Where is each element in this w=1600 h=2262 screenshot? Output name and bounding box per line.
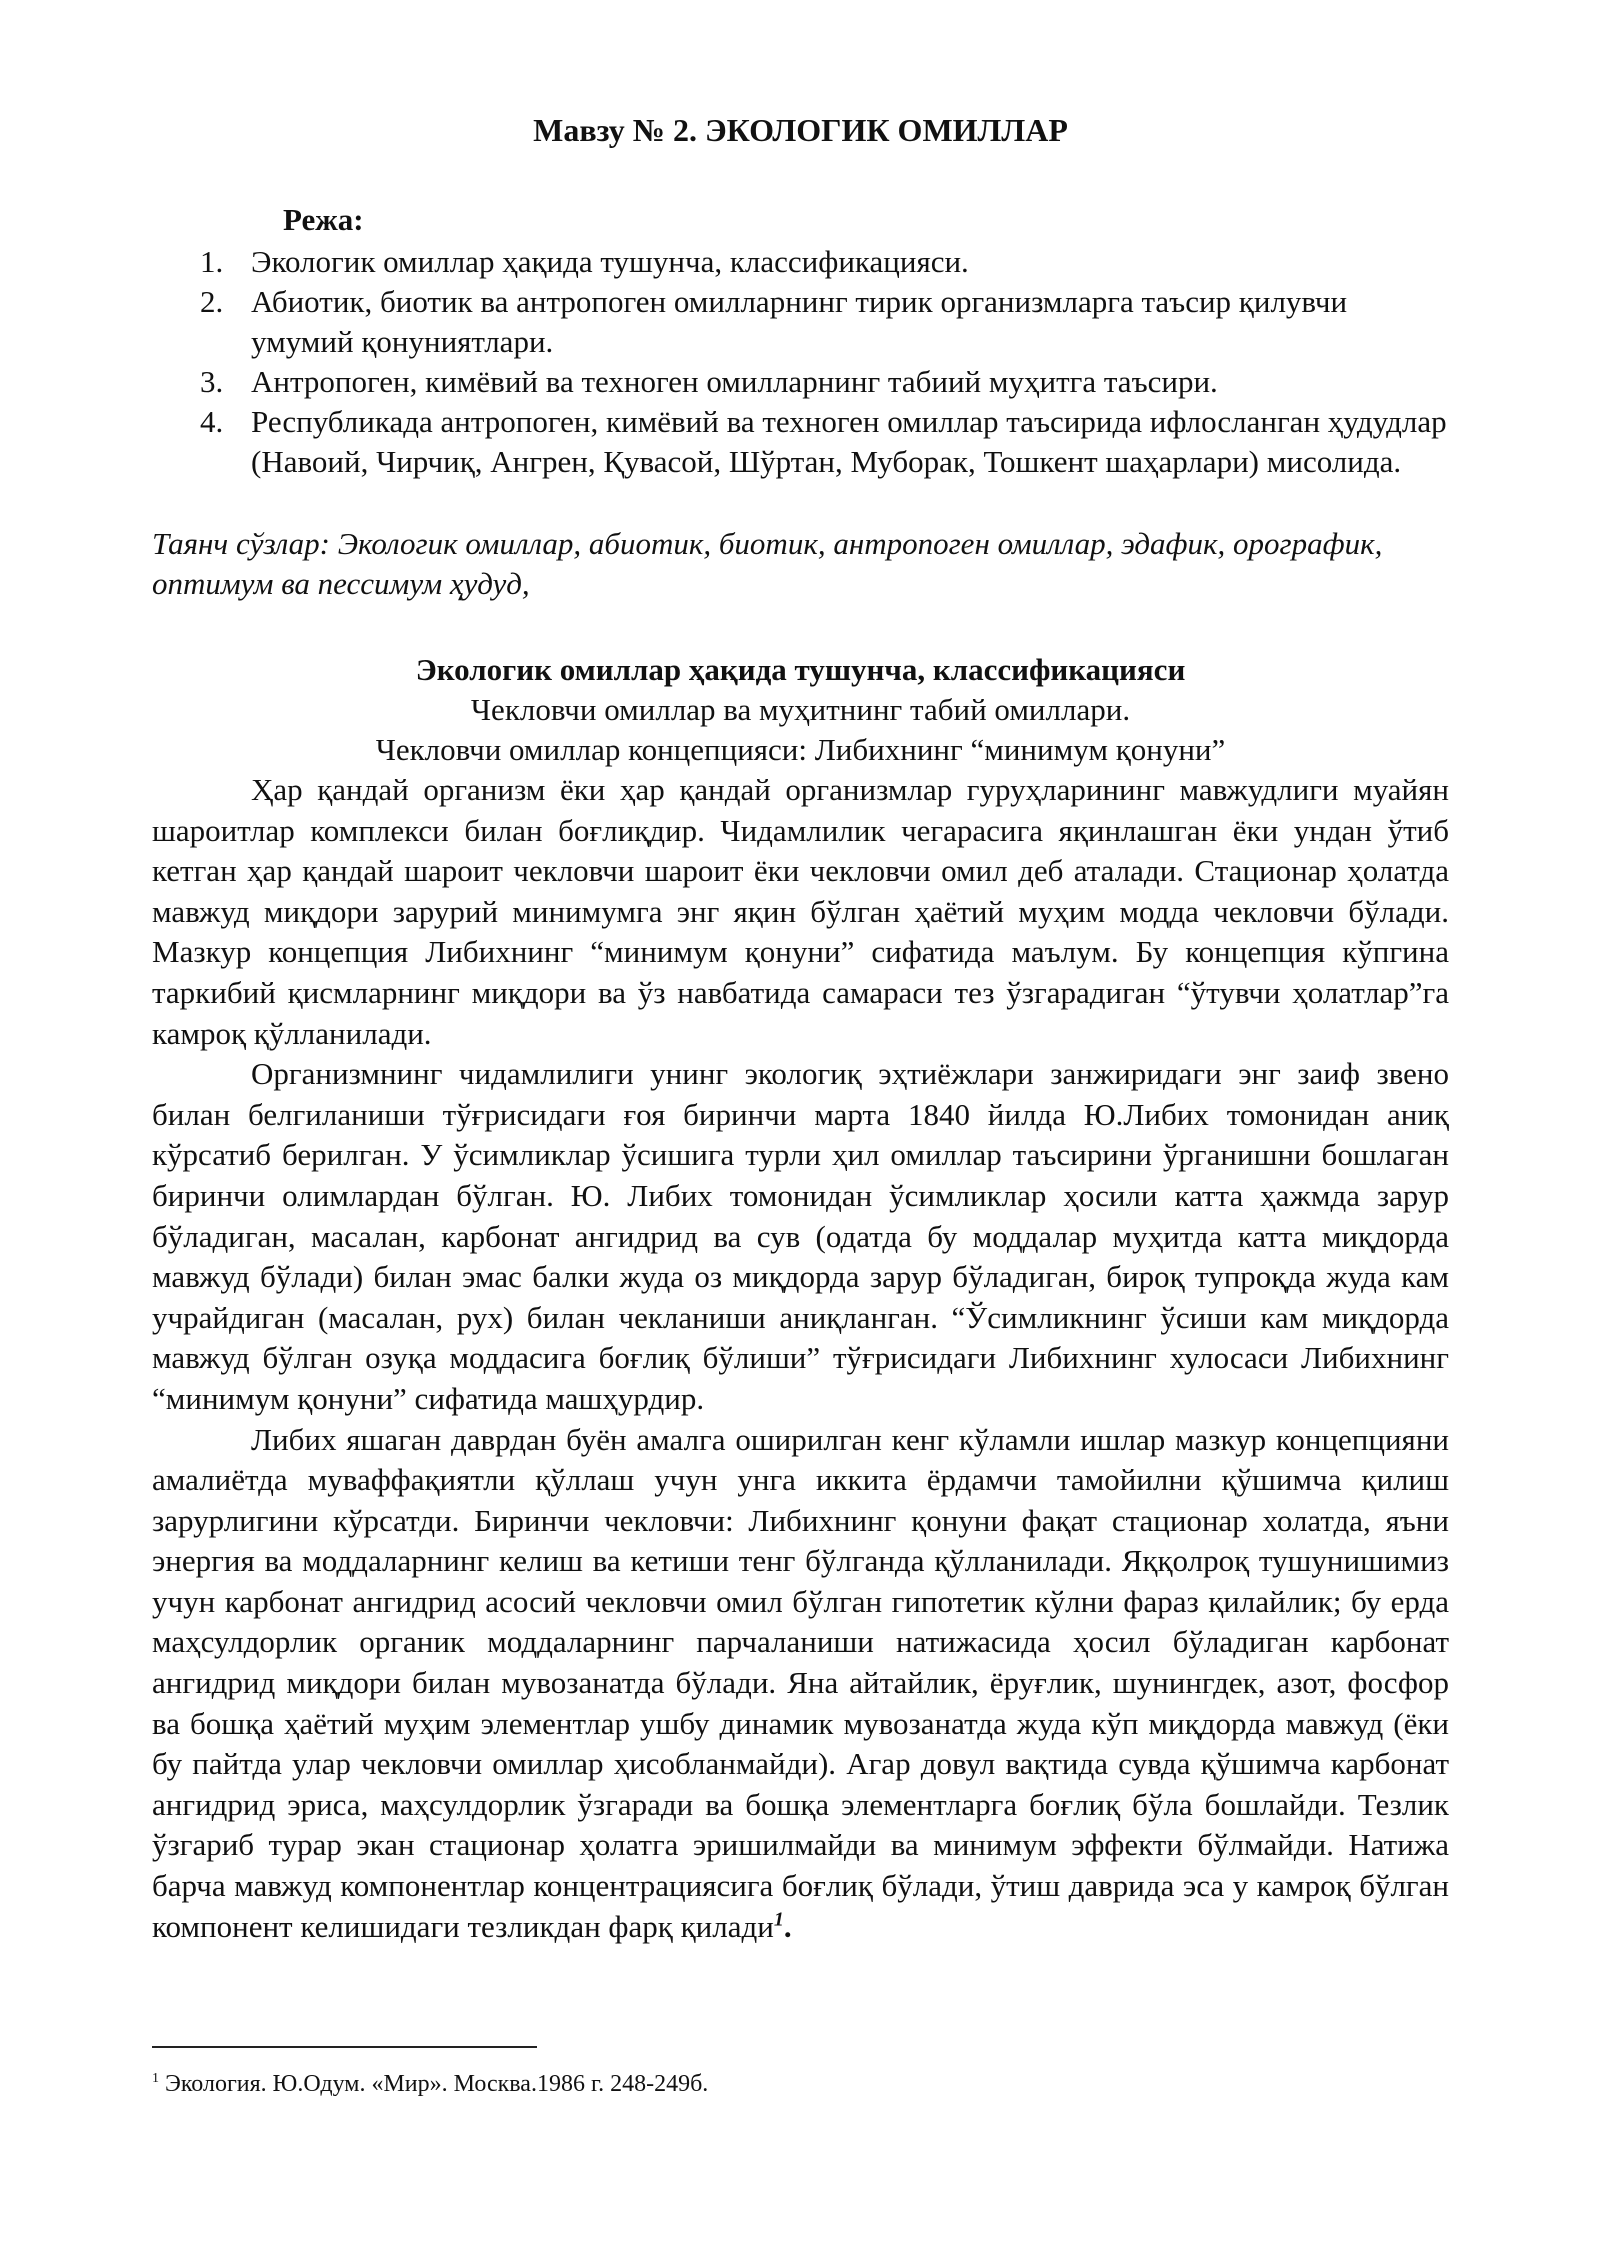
plan-item-text: Абиотик, биотик ва антропоген омилларнинг тирик организмларга таъсир қилувчи умумий қонуниятлари. <box>251 284 1348 359</box>
plan-item-number: 4. <box>200 404 224 439</box>
section-subtitle: Чекловчи омиллар концепцияси: Либихнинг “минимум қонуни” <box>375 732 1226 767</box>
plan-item-number: 1. <box>200 244 224 279</box>
section-title: Экологик омиллар ҳақида тушунча, классификацияси <box>415 652 1186 687</box>
plan-item-text: Экологик омиллар ҳақида тушунча, классификацияси. <box>251 244 969 279</box>
plan-item <box>152 282 1449 362</box>
plan-item <box>152 402 1449 482</box>
document-page <box>152 110 1449 1947</box>
plan-item <box>152 242 1449 282</box>
footnote-separator <box>152 2046 537 2048</box>
footnote-text: Экология. Ю.Одум. «Мир». Москва.1986 г. 248-249б. <box>159 2071 709 2097</box>
plan-list <box>152 242 1449 482</box>
plan-heading: Режа: <box>283 202 364 237</box>
footnote-number: 1 <box>152 2071 159 2086</box>
body-paragraph: Ҳар қандай организм ёки ҳар қандай организмлар гуруҳларининг мавжудлиги муайян шароитлар комплекси билан боғлиқдир. Чидамлилик чегарасига яқинлашган ёки ундан ўтиб кетган ҳар қандай шароит чекловчи шароит ёки чекловчи омил деб аталади. Стационар ҳолатда мавжуд миқдори зарурий минимумга энг яқин бўлган ҳаётий муҳим модда чекловчи бўлади. Мазкур концепция Либихнинг “минимум қонуни” сифатида маълум. Бу концепция кўпгина таркибий қисмларнинг миқдори ва ўз навбатида самараси тез ўзгарадиган “ўтувчи ҳолатлар”га камроқ қўлланилади. <box>152 772 1449 1051</box>
plan-item-text: Антропоген, кимёвий ва техноген омилларнинг табиий муҳитга таъсири. <box>251 364 1218 399</box>
keywords: Таянч сўзлар: Экологик омиллар, абиотик, биотик, антропоген омиллар, эдафик, орографик, оптимум ва пессимум ҳудуд, <box>152 526 1383 601</box>
plan-item-text: Республикада антропоген, кимёвий ва техноген омиллар таъсирида ифлосланган ҳудудлар (Навоий, Чирчиқ, Ангрен, Қувасой, Шўртан, Муборак, Тошкент шаҳарлари) мисолида. <box>251 404 1447 479</box>
paragraph-text: Либих яшаган даврдан буён амалга оширилган кенг кўламли ишлар мазкур концепцияни амалиётда муваффақиятли қўллаш учун унга иккита ёрдамчи тамойилни қўшимча қилиш зарурлигини кўрсатди. Биринчи чекловчи: Либихнинг қонуни фақат стационар холатда, яъни энергия ва моддаларнинг келиш ва кетиши тенг бўлганда қўлланилади. Яққолроқ тушунишимиз учун карбонат ангидрид асосий чекловчи омил бўлган гипотетик кўлни фараз қилайлик; бу ерда маҳсулдорлик органик моддаларнинг парчаланиши натижасида ҳосил бўладиган карбонат ангидрид миқдори билан мувозанатда бўлади. Яна айтайлик, ёруғлик, шунингдек, азот, фосфор ва бошқа ҳаётий муҳим элементлар ушбу динамик мувозанатда жуда кўп миқдорда мавжуд (ёки бу пайтда улар чекловчи омиллар ҳисобланмайди). Агар довул вақтида сувда қўшимча карбонат ангидрид эриса, маҳсулдорлик ўзгаради ва бошқа элементларга боғлиқ бўла бошлайди. Тезлик ўзгариб турар экан стационар ҳолатга эришилмайди ва минимум эффекти бўлмайди. Натижа барча мавжуд компонентлар концентрациясига боғлиқ бўлади, ўтиш даврида эса у камроқ бўлган компонент келишидаги тезликдан фарқ қилади <box>152 1421 1449 1944</box>
footnote-reference[interactable]: 1 <box>773 1908 784 1931</box>
plan-item <box>152 362 1449 402</box>
body-paragraph: Организмнинг чидамлилиги унинг экологиқ эҳтиёжлари занжиридаги энг заиф звено билан белгиланиши тўғрисидаги ғоя биринчи марта 1840 йилда Ю.Либих томонидан аниқ кўрсатиб берилган. У ўсимликлар ўсишига турли ҳил омиллар таъсирини ўрганишни бошлаган биринчи олимлардан бўлган. Ю. Либих томонидан ўсимликлар ҳосили катта ҳажмда зарур бўладиган, масалан, карбонат ангидрид ва сув (одатда бу моддалар муҳитда катта миқдорда мавжуд бўлади) билан эмас балки жуда оз миқдорда зарур бўладиган, бироқ тупроқда жуда кам учрайдиган (масалан, рух) билан чекланиши аниқланган. “Ўсимликнинг ўсиши кам миқдорда мавжуд бўлган озуқа моддасига боғлиқ бўлиши” тўғрисидаги Либихнинг хулосаси Либихнинг “минимум қонуни” сифатида машҳурдир. <box>152 1056 1449 1416</box>
paragraph-end-dot: . <box>783 1908 792 1944</box>
section-subtitle: Чекловчи омиллар ва муҳитнинг табий омиллари. <box>470 692 1131 727</box>
body-paragraph <box>152 1420 1449 1948</box>
plan-item-number: 2. <box>200 284 224 319</box>
document-title: Мавзу № 2. ЭКОЛОГИК ОМИЛЛАР <box>533 112 1068 148</box>
footnote <box>152 2064 1449 2099</box>
plan-item-number: 3. <box>200 364 224 399</box>
